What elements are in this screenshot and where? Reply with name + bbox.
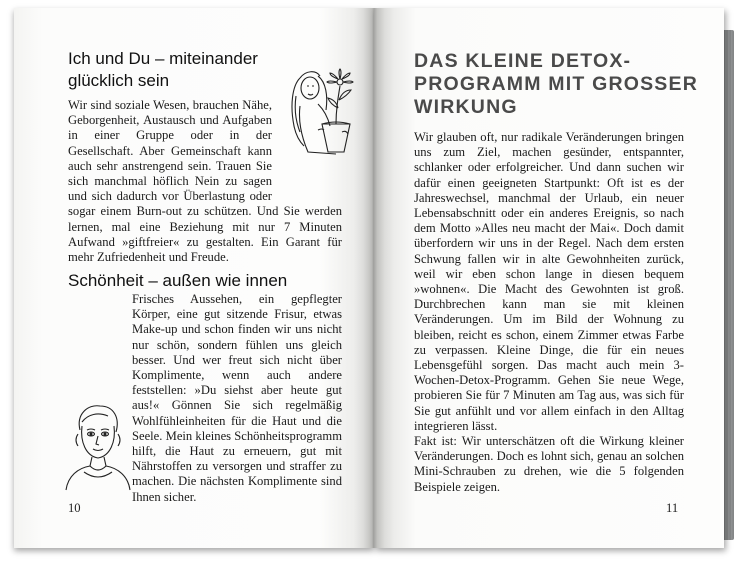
section-heading-ich-und-du: Ich und Du – miteinander glücklich sein bbox=[68, 49, 258, 90]
paragraph-detox bbox=[414, 130, 684, 495]
section-heading-schoenheit: Schönheit – außen wie innen bbox=[68, 271, 288, 290]
chapter-heading-detox: DAS KLEINE DETOX-PROGRAMM MIT GROSSER WIRKUNG bbox=[414, 50, 699, 118]
paragraph-ich-und-du-text: Wir sind soziale Wesen, brauchen Nähe, Geborgenheit, Austausch und Aufgaben in einer Gruppe oder in der Gesellschaft. Aber Gemeinschaft kann auch sehr anstrengend sein. Trauen Sie sich manchmal höflich Nein zu sagen und sich dadurch vor Überlastung oder sogar einem Burn-out zu schützen. Und Sie werden lernen, mal eine Beziehung mit nur 7 Minuten Aufwand »giftfreier« zu gestalten. Ein Garant für mehr Zufriedenheit und Freude. bbox=[68, 98, 342, 265]
page-number-right: 11 bbox=[666, 501, 679, 515]
paragraph-detox-fakt: Fakt ist: Wir unterschätzen oft die Wirkung kleiner Veränderungen. Doch es lohnt sich, genau an solchen Mini-Schrauben zu drehen, wie die 5 folgenden Beispiele zeigen. bbox=[414, 434, 684, 494]
paragraph-schoenheit-text: Frisches Aussehen, ein gepflegter Körper, eine gut sitzende Frisur, etwas Make-up und schon finden wir uns nicht nur schön, sondern fühlen uns gleich besser. Und wer freut sich nicht über Komplimente, wenn auch andere feststellen: »Du siehst aber heute gut aus!« Gönnen Sie sich regelmäßig Wohlfühleinheiten für die Haut und die Seele. Mein kleines Schönheitsprogramm hilft, die Haut zu erneuern, gut mit Nährstoffen zu versorgen und straffer zu machen. Die nächsten Komplimente sind Ihnen sicher. bbox=[132, 292, 342, 504]
woman-portrait-icon bbox=[62, 400, 134, 492]
woman-with-flower-pot-icon bbox=[278, 66, 360, 162]
open-book bbox=[14, 8, 736, 556]
page-number-left: 10 bbox=[68, 501, 81, 515]
paragraph-detox-text: Wir glauben oft, nur radikale Veränderungen bringen uns zum Ziel, machen gesünder, entspannter, schlanker oder erfolgreicher. Und dann suchen wir dafür einen geeigneten Startpunkt: Oft ist es der Jahreswechsel, manchmal der Urlaub, ein neuer Lebensabschnitt oder ein anderes Ereignis, so nach dem Motto »Alles neu macht der Mai«. Doch damit überfordern wir uns in der Regel. Nach dem ersten Schwung fallen wir in alte Gewohnheiten zurück, weil wir eben schon lange in diesen bequem »wohnen«. Die Macht des Gewohnten ist groß. Durchbrechen kann man sie mit kleinen Veränderungen. Um im Bild der Wohnung zu bleiben, reicht es schon, einem Zimmer etwas Farbe zu verpassen. Kleine Dinge, die für ein neues Lebensgefühl sorgen. Das macht auch mein 3-Wochen-Detox-Programm. Gehen Sie neue Wege, probieren Sie für 7 Minuten am Tag aus, was sich für Sie gut anfühlt und vor allem einfach in den Alltag integrieren lässt. bbox=[414, 130, 684, 433]
